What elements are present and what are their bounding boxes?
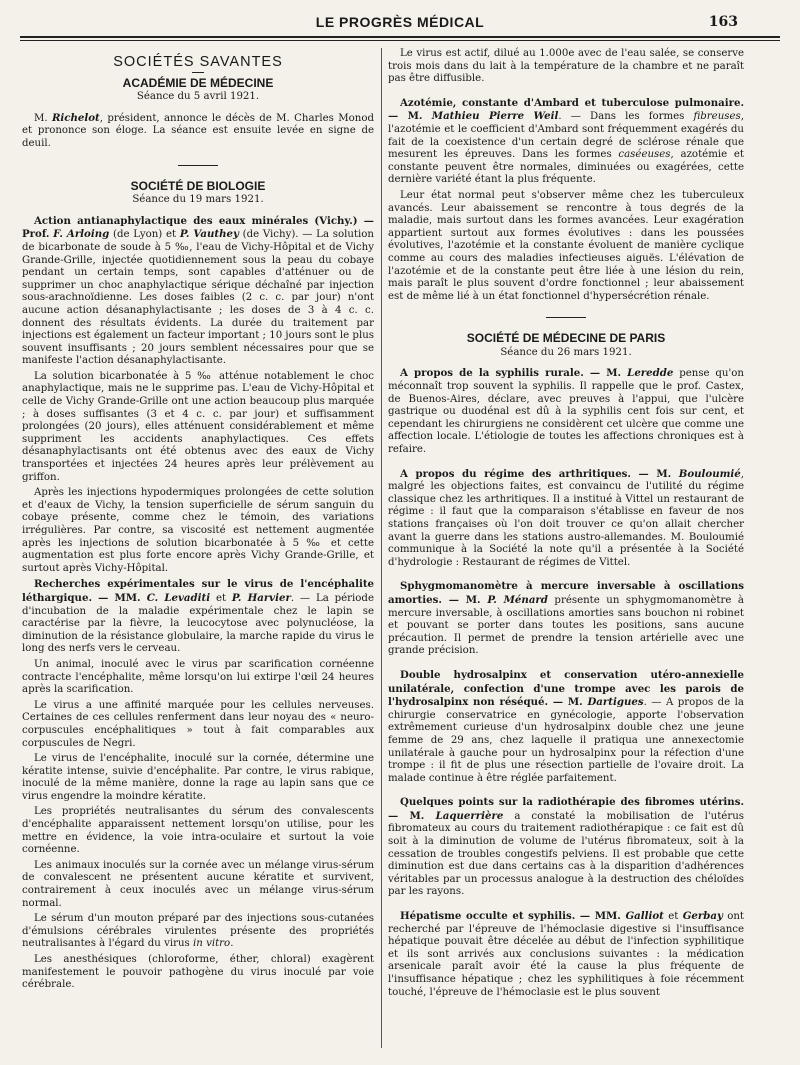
author-name: P. Ménard: [487, 593, 548, 606]
academie-title: ACADÉMIE DE MÉDECINE: [122, 75, 274, 90]
author-name: Gerbay: [682, 910, 723, 923]
biologie-paragraph-1: Action antianaphylactique des eaux minérales (Vichy.) — Prof. F. Arloing (de Lyon) et P. Vauthey (de Vichy). — La solution de bicarbonate de soude à 5 ‰, l'eau de Vichy-Hôpital et de Vichy Grande-Grille, injectée quotidiennement sous la peau du cobaye pendant un certain temps, sont capables d'atténuer ou de supprimer un choc anaphylactique sérique déchaîné par injection sous-arachnoïdienne. Les doses faibles (2 c. c. par jour) n'ont aucune action désanaphylactisante ; les doses de 3 à 4 c. c. donnent des résultats évidents. La durée du traitement par injections est également un facteur important ; 10 jours sont le plus souvent insuffisants ; 20 jours semblent nécessaires pour que se manifeste l'action désanaphylactisante.: [22, 214, 374, 367]
paris-item-sphygmo: Sphygmomanomètre à mercure inversable à oscillations amorties. — M. P. Ménard présente un sphygmomanomètre à mercure inversable, à oscillations amorties sans bouchon ni robinet et pouvant se porter dans toutes les positions, sans aucune précaution. Il permet de prendre la tension artérielle avec une grande précision.: [388, 580, 744, 657]
biologie-paragraph-2: La solution bicarbonatée à 5 ‰ atténue notablement le choc anaphylactique, mais ne le supprime pas. L'eau de Vichy-Hôpital et celle de Vichy Grande-Grille ont une action beaucoup plus marquée ; à doses suffisantes (3 et 4 c. c. par jour) et suffisamment prolongées (20 jours), elles atténuent considérablement et même suppriment les accidents anaphylactiques. Ces effets désanaphylactisants ont été obtenus avec des eaux de Vichy transportées et injectées 24 heures après leur prélèvement au griffon.: [22, 370, 374, 483]
author-name: Galliot: [625, 910, 664, 923]
biologie-paragraph-4: Recherches expérimentales sur le virus de l'encéphalite léthargique. — MM. C. Levaditi et P. Harvier. — La période d'incubation de la maladie expérimentale chez le lapin se caractérise par la fièvre, la leucocytose avec polynucléose, la diminution de la résistance globulaire, la marche rapide du virus le long des nerfs vers le cerveau.: [22, 578, 374, 655]
biologie-paragraph-6: Le virus a une affinité marquée pour les cellules nerveuses. Certaines de ces cellules renferment dans leur noyau des « neuro-corpuscules encéphalitiques » tout à fait comparables aux corpuscules de Negri.: [22, 699, 374, 749]
paris-item-radiotherapie: Quelques points sur la radiothérapie des fibromes utérins. — M. Laquerrière a constaté la mobilisation de l'utérus fibromateux au cours du traitement radiothérapique : ce fait est dû soit à la diminution de volume de l'utérus fibromateux, soit à la cessation de troubles congestifs pelviens. Il est probable que cette diminution est due dans certains cas à la disparition d'adhérences véritables par un processus analogue à la destruction des chéloïdes par les rayons.: [388, 796, 744, 898]
academie-date: Séance du 5 avril 1921.: [136, 91, 260, 103]
column-divider: [381, 48, 382, 1048]
author-name: P. Harvier: [231, 591, 291, 604]
section-separator: [178, 165, 218, 166]
biologie-paragraph-11: Les anesthésiques (chloroforme, éther, chloral) exagèrent manifestement le pouvoir pathogène du virus inoculé par voie cérébrale.: [22, 954, 374, 991]
paris-title: SOCIÉTÉ DE MÉDECINE DE PARIS: [466, 331, 666, 346]
author-name: Dartigues: [587, 696, 644, 709]
author-name: Bouloumié: [678, 467, 741, 480]
paris-item-hepatisme: Hépatisme occulte et syphilis. — MM. Galliot et Gerbay ont recherché par l'épreuve de l'hémoclasie digestive si l'insuffisance hépatique pouvait être décelée au début de l'infection syphilitique et ils sont arrivés aux conclusions suivantes : la médication arsenicale paraît avoir été la cause la plus fréquente de l'insuffisance hépatique ; chez les syphilitiques à foie récemment touché, l'épreuve de l'hémoclasie est le plus souvent: [388, 910, 745, 998]
author-name: Laquerrière: [435, 809, 504, 822]
author-name: Richelot: [51, 111, 100, 124]
azotemie-paragraph-2: Leur état normal peut s'observer même chez les tuberculeux avancés. Leur abaissement se rencontre à tous degrés de la maladie, mais surtout dans les formes avancées. Leur exagération appartient surtout aux formes évolutives : dans les poussées évolutives, l'azotémie et la constante évoluent de manière cyclique comme au cours des maladies infectieuses aiguës. L'élévation de l'azotémie et de la constante peut être liée à une lésion du rein, mais paraît le plus souvent d'ordre fonctionnel ; leur abaissement est de même lié à un état fonctionnel d'hypersécrétion rénale.: [388, 189, 744, 302]
author-name: Mathieu Pierre Weil: [431, 110, 559, 123]
right-column: [388, 48, 744, 1002]
paris-date: Séance du 26 mars 1921.: [500, 346, 632, 358]
page-number: 163: [708, 14, 738, 30]
biologie-paragraph-9: Les animaux inoculés sur la cornée avec un mélange virus-sérum de convalescent ne présentent aucune kératite et survivent, contrairement à ceux inoculés avec un mélange virus-sérum normal.: [22, 859, 374, 909]
biologie-date: Séance du 19 mars 1921.: [132, 194, 264, 206]
continued-paragraph: Le virus est actif, dilué au 1.000e avec de l'eau salée, se conserve trois mois dans du lait à la température de la chambre et ne paraît pas être diffusible.: [388, 48, 744, 85]
paris-item-hydrosalpinx: Double hydrosalpinx et conservation utéro-annexielle unilatérale, confection d'une trompe avec les parois de l'hydrosalpinx non réséqué. — M. Dartigues. — A propos de la chirurgie conservatrice en gynécologie, apporte l'observation extrêmement curieuse d'un hydrosalpinx double chez une jeune femme de 29 ans, chez laquelle il pratiqua une annexectomie unilatérale à gauche pour un hydrosalpinx pour la réfection d'une trompe : il fit de plus une résection partielle de l'ovaire droit. La malade continue à être réglée parfaitement.: [388, 668, 745, 784]
author-name: F. Arloing: [53, 228, 110, 241]
biologie-paragraph-7: Le virus de l'encéphalite, inoculé sur la cornée, détermine une kératite intense, suivie d'encéphalite. Par contre, le virus rabique, inoculé de la même manière, donne la rage au lapin sans que ce virus engendre la moindre kératite.: [22, 753, 374, 802]
header-rule: [20, 36, 780, 38]
biologie-paragraph-10: Le sérum d'un mouton préparé par des injections sous-cutanées d'émulsions cérébrales virulentes présente des propriétés neutralisantes à l'égard du virus in vitro.: [22, 913, 374, 950]
section-title: SOCIÉTÉS SAVANTES: [113, 54, 283, 70]
title-rule: [192, 72, 204, 73]
paris-item-syphilis: A propos de la syphilis rurale. — M. Leredde pense qu'on méconnaît trop souvent la syphilis. Il rappelle que le prof. Castex, de Buenos-Aires, déclare, avec preuves à l'appui, que l'ulcère gastrique ou duodénal est dû à la syphilis cent fois sur cent, et cependant les chirurgiens ne considèrent cet ulcère que comme une affection locale. L'étiologie de toutes les affections chroniques est à refaire.: [388, 367, 744, 456]
journal-title: LE PROGRÈS MÉDICAL: [315, 14, 485, 30]
left-column: [22, 48, 374, 995]
academie-paragraph: M. Richelot, président, annonce le décès de M. Charles Monod et prononce son éloge. La séance est ensuite levée en signe de deuil.: [22, 111, 374, 149]
running-head: [0, 14, 800, 34]
section-separator: [546, 317, 586, 318]
biologie-paragraph-8: Les propriétés neutralisantes du sérum des convalescents d'encéphalite apparaissent nettement lorsqu'on utilise, pour les mettre en évidence, la voie intra-oculaire et surtout la voie cornéenne.: [22, 806, 374, 856]
biologie-paragraph-5: Un animal, inoculé avec le virus par scarification cornéenne contracte l'encéphalite, même lorsqu'on lui extirpe l'œil 24 heures après la scarification.: [22, 658, 374, 696]
author-name: Leredde: [627, 367, 674, 380]
author-name: P. Vauthey: [179, 228, 239, 241]
paris-item-arthritiques: A propos du régime des arthritiques. — M. Bouloumié, malgré les objections faites, est convaincu de l'utilité du régime classique chez les arthritiques. Il a institué à Vittel un restaurant de régime : il faut que la comparaison s'établisse en faveur de nos stations françaises où l'on doit trouver ce qu'on allait chercher avant la guerre dans les stations austro-allemandes. M. Bouloumié communique à la Société la note qu'il a présentée à la Société d'hydrologie : Restaurant de régimes de Vittel.: [388, 467, 744, 568]
biologie-paragraph-3: Après les injections hypodermiques prolongées de cette solution et d'eaux de Vichy, la tension superficielle de sérum sanguin du cobaye présente, comme chez le témoin, des variations irrégulières. Par contre, sa viscosité est nettement augmentée après les injections de solution bicarbonatée à 5 ‰ et cette augmentation est plus forte encore après Vichy Grande-Grille, et surtout après Vichy-Hôpital.: [22, 487, 374, 574]
header-rule-thin: [20, 40, 780, 41]
azotemie-paragraph: Azotémie, constante d'Ambard et tuberculose pulmonaire. — M. Mathieu Pierre Weil. — Dans les formes fibreuses, l'azotémie et le coefficient d'Ambard sont fréquemment exagérés du fait de la coexistence d'un certain degré de sclérose rénale que mesurent les épreuves. Dans les formes caséeuses, azotémie et constante peuvent être normales, diminuées ou exagérées, cette dernière variété étant la plus fréquente.: [388, 96, 744, 186]
biologie-title: SOCIÉTÉ DE BIOLOGIE: [130, 178, 266, 193]
author-name: C. Levaditi: [146, 591, 211, 604]
